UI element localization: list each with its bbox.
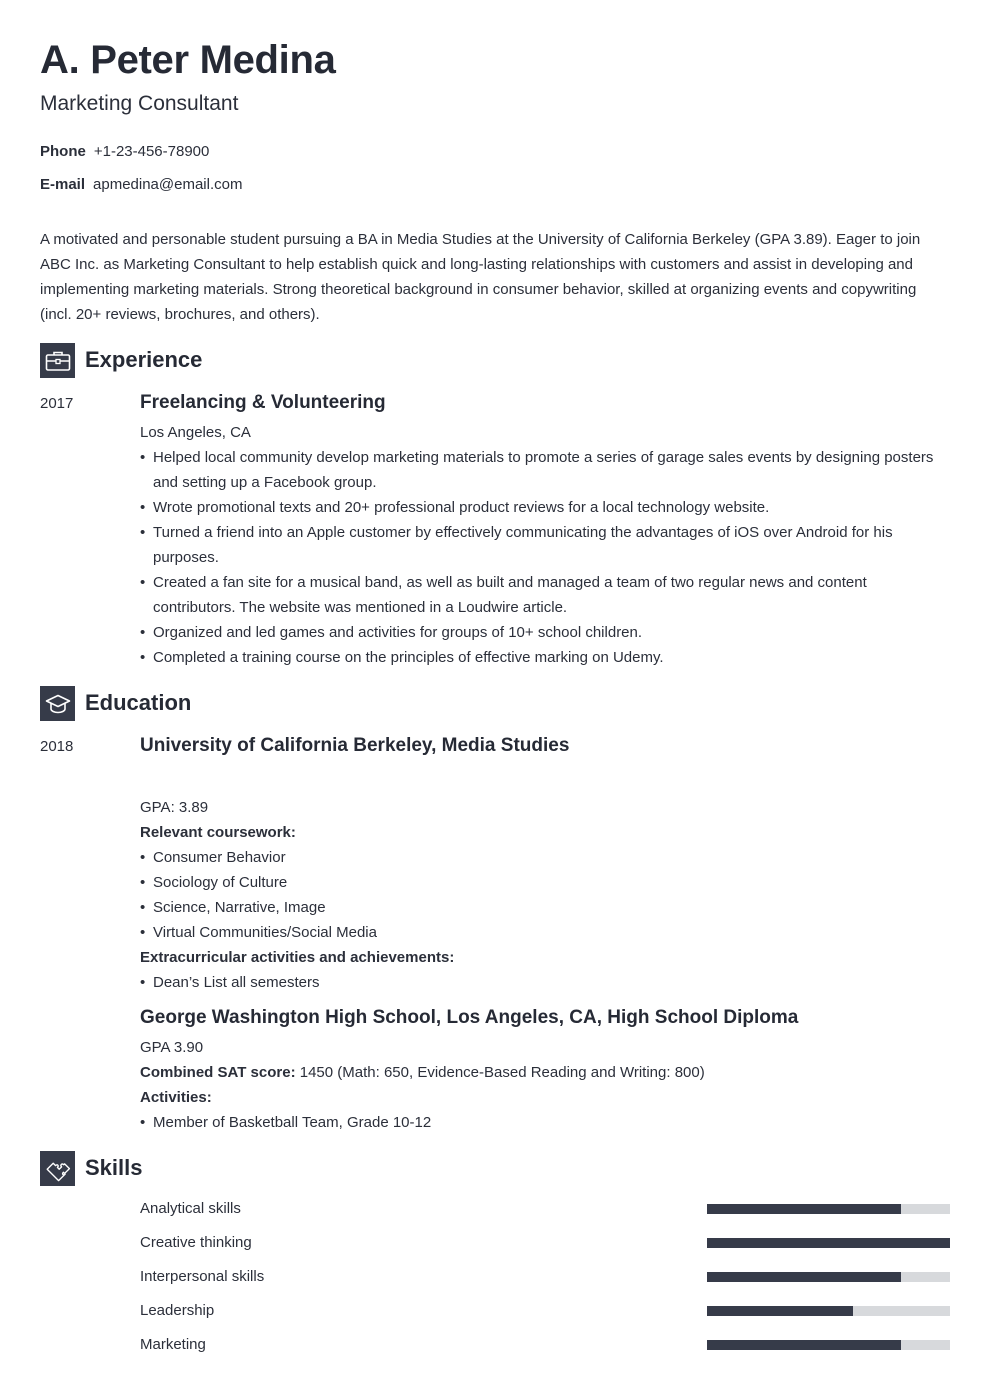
skill-level-bar [707,1306,950,1316]
extracurricular-label: Extracurricular activities and achievements: [140,949,455,966]
list-item: • Dean’s List all semesters [140,970,940,995]
list-item: • Member of Basketball Team, Grade 10-12 [140,1110,940,1135]
skill-name: Analytical skills [140,1200,241,1217]
experience-location: Los Angeles, CA [140,424,251,441]
sat-score-row [140,1060,705,1085]
skill-level-fill [707,1238,950,1248]
list-item: • Science, Narrative, Image [140,895,940,920]
list-item: • Virtual Communities/Social Media [140,920,940,945]
phone-row [40,142,209,162]
email-value: apmedina@email.com [93,176,243,193]
phone-label: Phone [40,143,86,160]
list-item: • Sociology of Culture [140,870,940,895]
summary-paragraph: A motivated and personable student pursuing a BA in Media Studies at the University of California Berkeley (GPA 3.89). Eager to join ABC Inc. as Marketing Consultant to help establish quick and long-lasting relationships with customers and assist in developing and implementing marketing materials. Strong theoretical background in consumer behavior, skilled at organizing events and copywriting (incl. 20+ reviews, brochures, and others). [40,231,921,323]
phone-value: +1-23-456-78900 [93,143,210,160]
skill-name: Creative thinking [140,1234,252,1251]
coursework-list [140,845,940,945]
graduation-cap-icon [40,686,75,721]
university-title: University of California Berkeley, Media Studies [140,735,570,756]
coursework-label: Relevant coursework: [140,824,296,841]
extracurricular-list [140,970,940,995]
skill-level-bar [707,1340,950,1350]
experience-title: Freelancing & Volunteering [140,392,386,413]
skill-name: Interpersonal skills [140,1268,265,1285]
high-school-gpa: GPA 3.90 [140,1039,204,1056]
email-row [40,175,242,195]
list-item: • Turned a friend into an Apple customer by effectively communicating the advantages of iOS over Android for his purposes. [140,520,940,570]
activities-list [140,1110,940,1135]
skill-name: Marketing [140,1336,206,1353]
sat-value: 1450 (Math: 650, Evidence-Based Reading and Writing: 800) [295,1064,705,1081]
list-item: • Wrote promotional texts and 20+ professional product reviews for a local technology website. [140,495,940,520]
skill-name: Leadership [140,1302,215,1319]
experience-bullets [140,445,940,670]
skills-heading: Skills [85,1155,143,1180]
skill-level-bar [707,1272,950,1282]
university-gpa: GPA: 3.89 [140,799,209,816]
skill-level-fill [707,1272,901,1282]
list-item: • Consumer Behavior [140,845,940,870]
education-heading: Education [85,690,192,715]
candidate-title: Marketing Consultant [40,92,239,115]
list-item: • Helped local community develop marketing materials to promote a series of garage sales events by designing posters and setting up a Facebook group. [140,445,940,495]
list-item: • Completed a training course on the principles of effective marking on Udemy. [140,645,940,670]
education-year: 2018 [40,738,74,755]
experience-heading: Experience [85,347,203,372]
list-item: • Created a fan site for a musical band, as well as built and managed a team of two regular news and content contributors. The website was mentioned in a Loudwire article. [140,570,940,620]
activities-label: Activities: [140,1089,212,1106]
list-item: • Organized and led games and activities for groups of 10+ school children. [140,620,940,645]
skill-level-fill [707,1340,901,1350]
candidate-name: A. Peter Medina [40,38,336,82]
skill-level-bar [707,1238,950,1248]
puzzle-icon [40,1151,75,1186]
briefcase-icon [40,343,75,378]
skill-level-bar [707,1204,950,1214]
skill-level-fill [707,1204,901,1214]
experience-year: 2017 [40,395,74,412]
high-school-title: George Washington High School, Los Angeles, CA, High School Diploma [140,1007,799,1028]
skill-level-fill [707,1306,853,1316]
email-label: E-mail [40,176,86,193]
sat-label: Combined SAT score: [140,1064,296,1081]
